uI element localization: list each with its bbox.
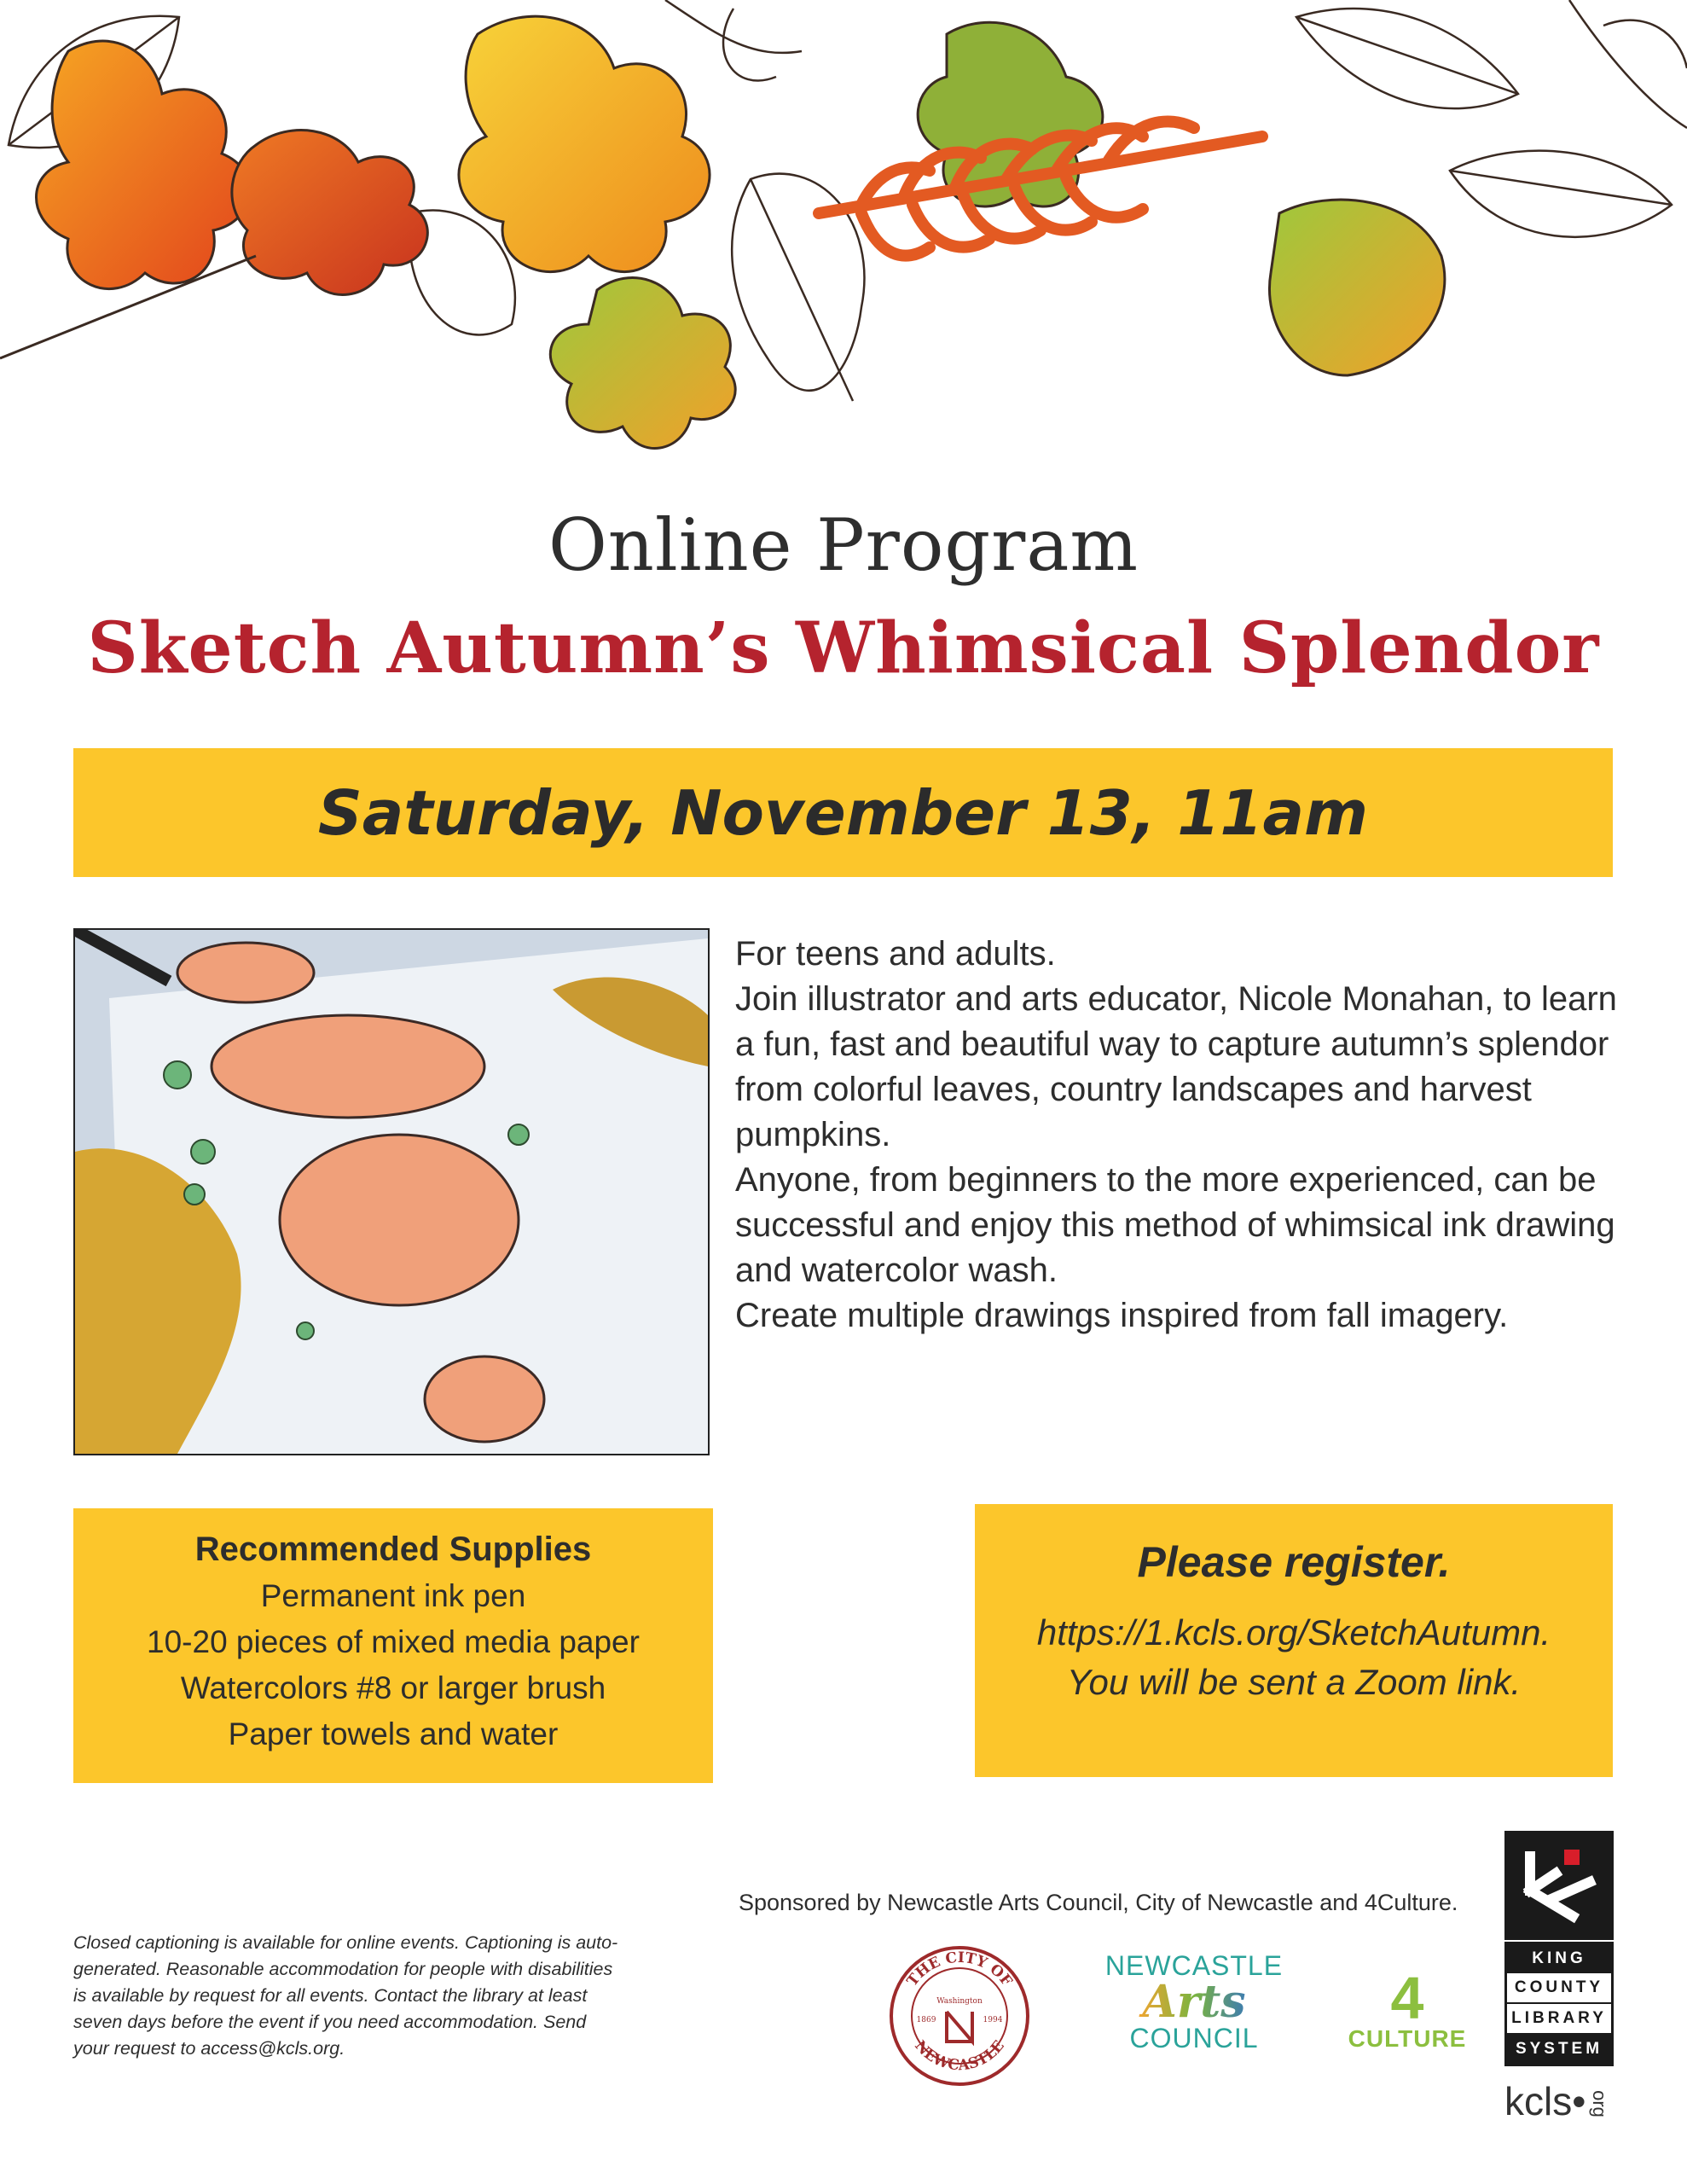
kcls-word: COUNTY <box>1507 1973 1611 2004</box>
program-type-heading: Online Program <box>548 503 1139 587</box>
supply-item: 10-20 pieces of mixed media paper <box>147 1624 640 1659</box>
supplies-box <box>73 1508 713 1783</box>
accessibility-disclaimer: Closed captioning is available for online events. Captioning is auto-generated. Reasonable accommodation for people with disabilities is available by request for all events. Contact the library at least seven days before the event if you need accommodation. Send your request to access@kcls.org. <box>73 1932 618 2059</box>
pumpkin-drawing <box>212 1015 484 1118</box>
supply-item: Permanent ink pen <box>260 1578 526 1613</box>
city-of-newcastle-seal <box>887 1943 1032 2088</box>
4culture-logo <box>1339 1965 1475 2065</box>
kcls-mark-icon <box>1504 1831 1614 1940</box>
maple-leaf <box>37 41 250 289</box>
outline-leaf <box>1450 151 1672 237</box>
newcastle-arts-council-logo <box>1083 1950 1305 2061</box>
seal-bottom-text: NEWCASTLE <box>911 2037 1008 2075</box>
outline-leaf <box>665 0 802 81</box>
pumpkin-sketch-photo <box>73 928 710 1455</box>
maple-leaf <box>459 16 710 271</box>
registration-box <box>975 1504 1613 1777</box>
supplies-heading: Recommended Supplies <box>194 1531 592 1568</box>
nac-top-text: NEWCASTLE <box>1104 1950 1284 1981</box>
autumn-leaves-banner <box>0 0 1687 478</box>
outline-leaf <box>1569 0 1687 128</box>
kcls-word: LIBRARY <box>1507 2004 1611 2035</box>
audience-text: For teens and adults. <box>735 935 1056 973</box>
nac-arts-text: Arts <box>1083 1982 1305 2023</box>
kcls-url-org: org <box>1589 2090 1611 2117</box>
seal-year-left: 1869 <box>916 2016 936 2024</box>
supply-item: Watercolors #8 or larger brush <box>180 1670 606 1705</box>
register-heading: Please register. <box>1137 1538 1451 1586</box>
maple-leaf <box>232 131 427 295</box>
seal-year-right: 1994 <box>983 2016 1003 2024</box>
seal-top-text: THE CITY OF <box>903 1949 1016 1990</box>
date-banner <box>73 748 1613 877</box>
event-description <box>735 932 1622 1339</box>
outline-leaf <box>1296 9 1518 108</box>
zoom-note: You will be sent a Zoom link. <box>1066 1662 1522 1702</box>
pumpkin-drawing <box>177 943 314 1002</box>
chestnut-leaf <box>550 278 735 449</box>
kcls-logo <box>1504 1831 1614 2172</box>
kcls-word: SYSTEM <box>1507 2035 1611 2064</box>
seal-middle-text: Washington <box>936 1997 983 2006</box>
culture-number: 4 <box>1390 1965 1424 2031</box>
kcls-word: KING <box>1507 1944 1611 1973</box>
event-date: Saturday, November 13, 11am <box>317 776 1369 849</box>
pumpkin-drawing <box>425 1356 544 1442</box>
event-title: Sketch Autumn’s Whimsical Splendor <box>87 607 1600 689</box>
svg-text:THE CITY OF <box>904 1949 1016 1989</box>
kcls-url[interactable] <box>1504 2078 1614 2124</box>
sponsor-text: Sponsored by Newcastle Arts Council, City of Newcastle and 4Culture. <box>739 1890 1458 1915</box>
round-leaf <box>1269 200 1444 375</box>
kcls-url-main: kcls• <box>1504 2079 1586 2123</box>
description-paragraph: Anyone, from beginners to the more experienced, can be successful and enjoy this method of whimsical ink drawing and watercolor wash. <box>735 1161 1615 1289</box>
supply-item: Paper towels and water <box>228 1716 559 1751</box>
description-paragraph: Create multiple drawings inspired from fall imagery. <box>735 1297 1509 1334</box>
kcls-wordmark <box>1504 1942 1614 2066</box>
nac-bottom-text: COUNCIL <box>1129 2023 1259 2053</box>
registration-link[interactable]: https://1.kcls.org/SketchAutumn. <box>1036 1612 1551 1653</box>
culture-word: CULTURE <box>1348 2025 1467 2052</box>
description-paragraph: Join illustrator and arts educator, Nicole Monahan, to learn a fun, fast and beautiful way to capture autumn’s splendor from colorful leaves, country landscapes and harvest pumpkins. <box>735 980 1617 1153</box>
pumpkin-drawing <box>280 1135 519 1305</box>
